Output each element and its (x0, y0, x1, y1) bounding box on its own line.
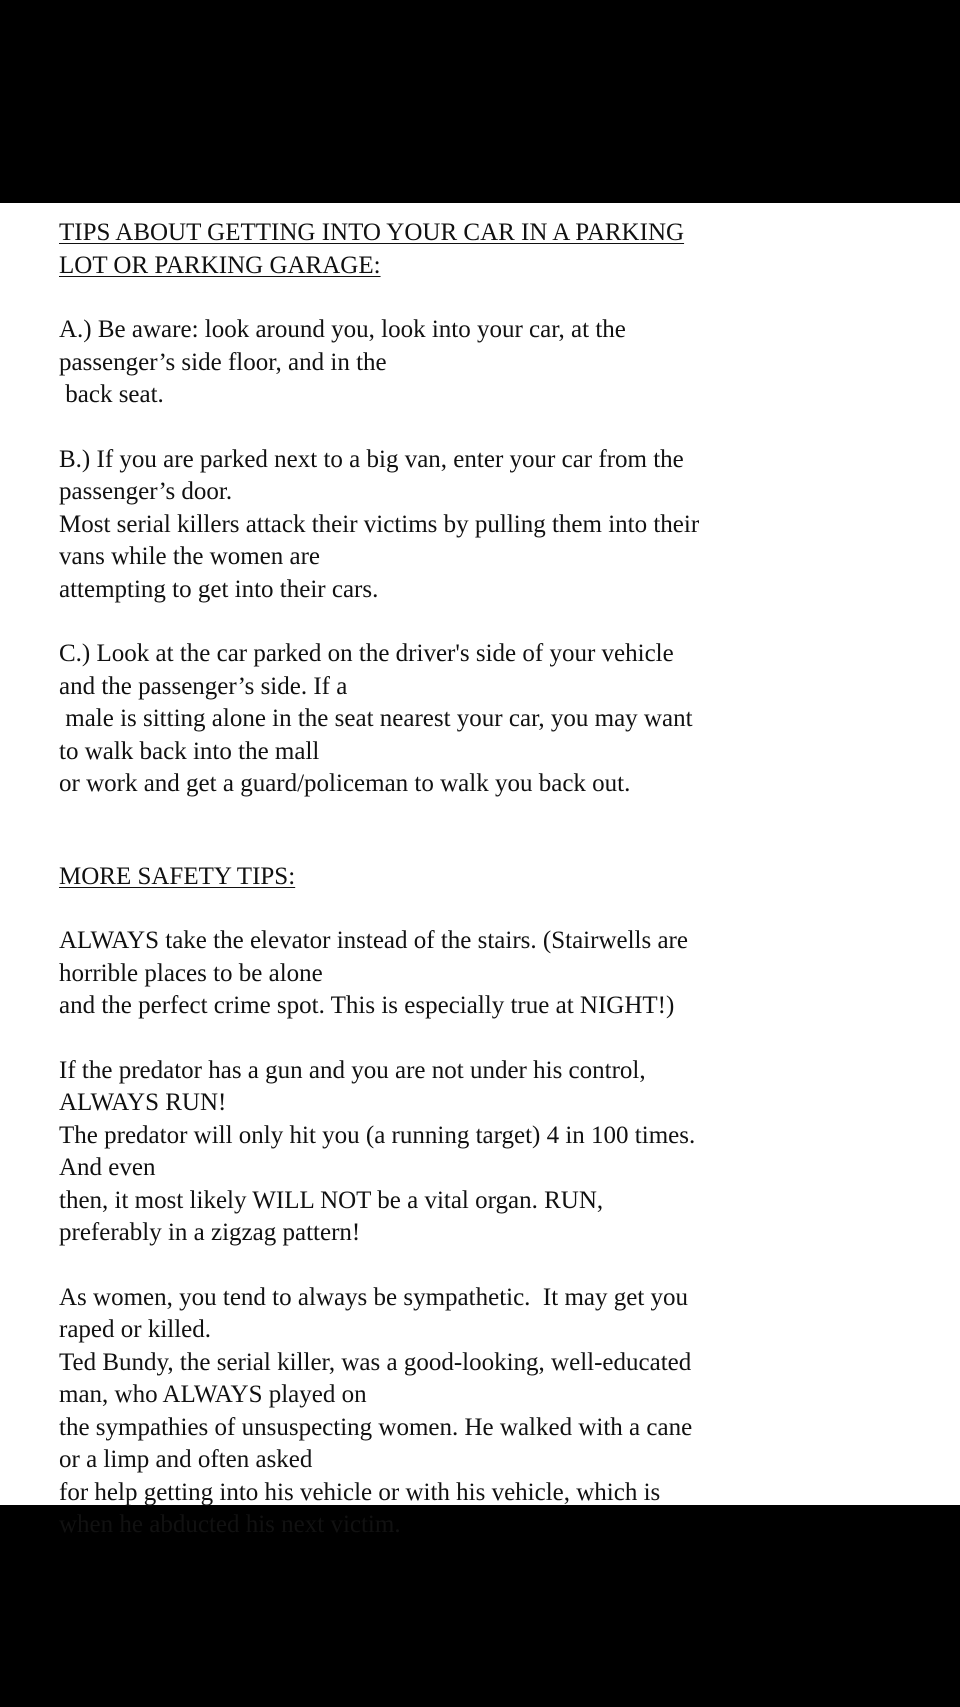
tip-c-paragraph (59, 638, 939, 801)
text-line: C.) Look at the car parked on the driver's side of your vehicle (59, 640, 674, 667)
text-line: for help getting into his vehicle or with his vehicle, which is (59, 1478, 661, 1506)
text-line: then, it most likely WILL NOT be a vital organ. RUN, (59, 1186, 604, 1214)
text-line: to walk back into the mall (59, 737, 320, 765)
text-line: Most serial killers attack their victims by pulling them into their (59, 510, 700, 538)
heading-line: LOT OR PARKING GARAGE: (59, 251, 381, 279)
text-line: If the predator has a gun and you are not under his control, (59, 1056, 646, 1084)
text-line: or a limp and often asked (59, 1446, 313, 1473)
section-heading-more-tips (59, 861, 939, 894)
text-line: As women, you tend to always be sympathetic. It may get you (59, 1283, 689, 1311)
text-line: B.) If you are parked next to a big van, enter your car from the (59, 445, 684, 473)
text-line: or work and get a guard/policeman to walk you back out. (59, 770, 631, 797)
tip-elevator-paragraph (59, 925, 939, 1023)
document-body (59, 217, 939, 1542)
text-line: raped or killed. (59, 1316, 212, 1343)
text-line: preferably in a zigzag pattern! (59, 1219, 361, 1246)
text-line: and the passenger’s side. If a (59, 672, 348, 700)
tip-sympathy-paragraph (59, 1282, 939, 1542)
text-line: man, who ALWAYS played on (59, 1381, 367, 1408)
heading-line: TIPS ABOUT GETTING INTO YOUR CAR IN A PARKING (59, 219, 685, 246)
text-line: ALWAYS RUN! (59, 1089, 227, 1116)
text-line: And even (59, 1154, 156, 1181)
text-line: back seat. (59, 381, 164, 408)
text-line: when he abducted his next victim. (59, 1511, 401, 1538)
text-line: the sympathies of unsuspecting women. He walked with a cane (59, 1413, 693, 1441)
tip-a-paragraph (59, 314, 939, 412)
document-page (0, 203, 960, 1538)
text-line: passenger’s side floor, and in the (59, 348, 387, 376)
text-line: male is sitting alone in the seat nearest your car, you may want (59, 705, 693, 732)
text-line: ALWAYS take the elevator instead of the stairs. (Stairwells are (59, 927, 688, 954)
tip-b-paragraph (59, 444, 939, 607)
text-line: and the perfect crime spot. This is especially true at NIGHT!) (59, 992, 675, 1019)
text-line: A.) Be aware: look around you, look into your car, at the (59, 316, 626, 343)
text-line: horrible places to be alone (59, 959, 323, 987)
tip-gun-paragraph (59, 1055, 939, 1250)
text-line: attempting to get into their cars. (59, 575, 379, 603)
heading-line: MORE SAFETY TIPS: (59, 862, 296, 890)
text-line: The predator will only hit you (a running target) 4 in 100 times. (59, 1121, 696, 1149)
text-line: vans while the women are (59, 543, 321, 570)
section-heading-parking (59, 217, 939, 282)
text-line: passenger’s door. (59, 478, 233, 505)
text-line: Ted Bundy, the serial killer, was a good-looking, well-educated (59, 1348, 692, 1376)
